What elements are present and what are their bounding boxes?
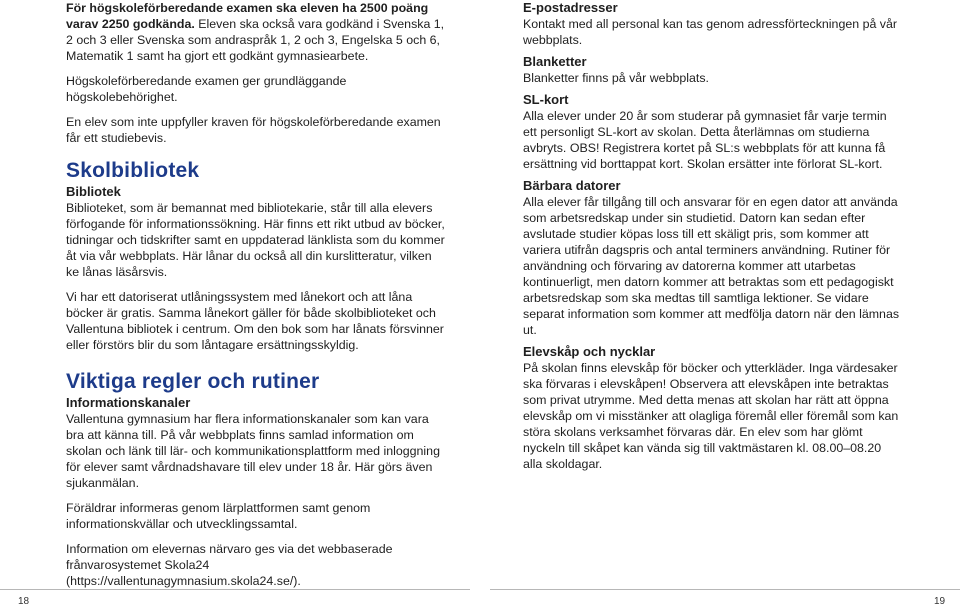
intro-rest: Eleven ska också vara godkänd i Svenska 1, 2 och 3 eller Svenska som andraspråk 1, 2 och 3, Engelska 5 och 6, Matematik 1 samt ha gjort ett godkänt gymnasiearbete. [66, 17, 445, 63]
section-text: Kontakt med all personal kan tas genom adressförteckningen på vår webbplats. [523, 17, 897, 47]
intro-bold-lead: För högskoleförberedande examen ska eleven ha 2500 poäng varav 2250 godkända. [66, 1, 429, 31]
left-column [66, 0, 446, 589]
regler-paragraph: Information om elevernas närvaro ges via det webbaserade frånvarosystemet Skola24 (https://vallentunagymnasium.skola24.se/). [66, 542, 393, 588]
page-number-right: 19 [934, 596, 946, 607]
regler-paragraph: Föräldrar informeras genom lärplattformen samt genom informationskvällar och utvecklingssamtal. [66, 501, 371, 531]
section-blanketter [523, 54, 903, 86]
intro-paragraph-2: Högskoleförberedande examen ger grundläggande högskolebehörighet. [66, 74, 347, 104]
section-title: Elevskåp och nycklar [523, 344, 656, 359]
section-barbara-datorer [523, 178, 903, 338]
footer-rule-right [490, 589, 960, 590]
footer-rule-left [0, 589, 470, 590]
section-epost [523, 0, 903, 48]
section-title: Bärbara datorer [523, 178, 621, 193]
section-text: På skolan finns elevskåp för böcker och ytterkläder. Inga värdesaker ska förvaras i elevskåpen! Observera att elevskåpen inte betraktas som privat utrymme. Med detta menas att skolan har rätt att öppna elevskåp om vi misstänker att olagliga föremål eller föremål som kan störa skolans verksamhet förvaras där. En elev som har glömt nyckeln till skåpet kan vända sig till vaktmästaren kl. 08.00–08.20 alla skoldagar. [523, 361, 899, 471]
section-sl-kort [523, 92, 903, 172]
page-number-left: 18 [18, 596, 30, 607]
intro-paragraph-3: En elev som inte uppfyller kraven för högskoleförberedande examen får ett studiebevis. [66, 115, 441, 145]
section-elevskap [523, 344, 903, 472]
section-text: Alla elever under 20 år som studerar på gymnasiet får varje termin ett personligt SL-kort av skolan. Detta återlämnas om studierna avbryts. OBS! Registrera kortet på SL:s webbplats för att kunna få ersättning vid borttappat kort. Skolan ersätter inte förlorat SL-kort. [523, 109, 887, 171]
right-column [523, 0, 903, 472]
intro-paragraph-1 [66, 0, 446, 64]
bibliotek-paragraph: Vi har ett datoriserat utlåningssystem med lånekort och att låna böcker är gratis. Samma lånekort gäller för både skolbiblioteket och Vallentuna bibliotek i centrum. Om den bok som har lånats försvinner eller förstörs blir du som låntagare ersättningsskyldig. [66, 290, 444, 352]
subheading-informationskanaler: Informationskanaler [66, 395, 191, 410]
section-title: E-postadresser [523, 0, 618, 15]
bibliotek-paragraph: Biblioteket, som är bemannat med bibliotekarie, står till alla elevers förfogande för informationssökning. Här finns ett rikt utbud av böcker, tidningar och tidskrifter samt en uppdaterad länklista som du kommer åt via vår webbplats. Här lånar du också all din kurslitteratur, vilken ke lånas läsårsvis. [66, 201, 445, 279]
section-text: Alla elever får tillgång till och ansvarar för en egen dator att använda som arbetsredskap under sin studietid. Datorn kan sedan efter avslutade studier köpas loss till ett skäligt pris, som kommer att variera utifrån dagspris och antal terminers användning. Rutiner för användning och förvaring av datorerna kommer att utarbetas kontinuerligt, men datorn kommer att betraktas som ett pedagogiskt arbetsredskap som ska medtas till samtliga lektioner. Se vidare separat information som kommer att medfölja datorn när den lämnas ut. [523, 195, 900, 337]
section-heading-regler: Viktiga regler och rutiner [66, 370, 320, 393]
section-text: Blanketter finns på vår webbplats. [523, 71, 709, 85]
section-title: Blanketter [523, 54, 587, 69]
regler-paragraph: Vallentuna gymnasium har flera informationskanaler som kan vara bra att känna till. På vår webbplats finns samlad information om skolan och länk till lär- och kommunikationsplattform med inloggning för elever samt vårdnadshavare till elev under 18 år. Här görs även sjukanmälan. [66, 412, 440, 490]
section-heading-skolbibliotek: Skolbibliotek [66, 159, 200, 182]
subheading-bibliotek: Bibliotek [66, 184, 121, 199]
section-title: SL-kort [523, 92, 569, 107]
